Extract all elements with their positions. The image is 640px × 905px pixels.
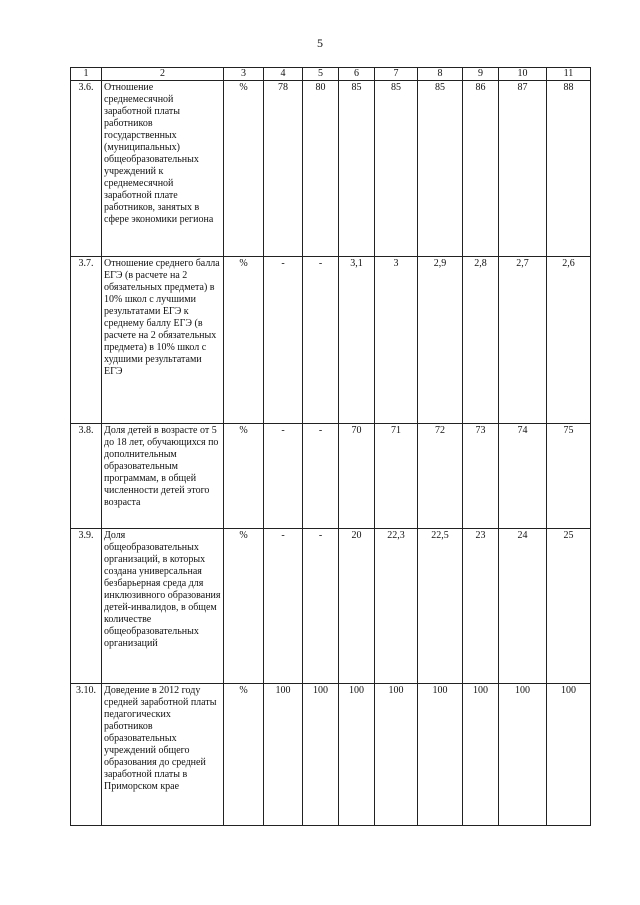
value-cell: 74 [499,424,547,529]
unit-cell: % [224,81,264,257]
indicators-table [70,67,591,826]
value-cell: 87 [499,81,547,257]
value-cell: 75 [547,424,591,529]
value-cell: 23 [463,529,499,684]
header-cell: 11 [547,68,591,81]
value-cell: 100 [375,684,418,826]
value-cell: 72 [418,424,463,529]
header-cell: 8 [418,68,463,81]
table-row [71,529,591,684]
value-cell: 2,7 [499,257,547,424]
value-cell: 78 [264,81,303,257]
table-row [71,257,591,424]
value-cell: - [303,424,339,529]
value-cell: 100 [463,684,499,826]
header-cell: 9 [463,68,499,81]
value-cell: - [264,257,303,424]
unit-cell: % [224,684,264,826]
page-number: 5 [317,36,323,50]
unit-cell: % [224,529,264,684]
header-cell: 3 [224,68,264,81]
value-cell: 100 [499,684,547,826]
value-cell: 22,5 [418,529,463,684]
table-header-row [71,68,591,81]
value-cell: - [264,424,303,529]
value-cell: 85 [375,81,418,257]
table-row [71,81,591,257]
row-number: 3.9. [71,529,102,684]
value-cell: 24 [499,529,547,684]
value-cell: 100 [303,684,339,826]
header-cell: 1 [71,68,102,81]
table-row [71,684,591,826]
row-number: 3.6. [71,81,102,257]
value-cell: 70 [339,424,375,529]
indicator-name: Доля общеобразовательных организаций, в которых создана универсальная безбарьерная среда для инклюзивного образования детей-инвалидов, в общем количестве общеобразовательных организаций [102,529,224,684]
header-cell: 5 [303,68,339,81]
value-cell: 100 [547,684,591,826]
value-cell: - [303,529,339,684]
value-cell: 86 [463,81,499,257]
value-cell: 100 [339,684,375,826]
value-cell: 2,9 [418,257,463,424]
header-cell: 10 [499,68,547,81]
unit-cell: % [224,424,264,529]
table-row [71,424,591,529]
row-number: 3.10. [71,684,102,826]
value-cell: - [303,257,339,424]
header-cell: 6 [339,68,375,81]
value-cell: 3,1 [339,257,375,424]
row-number: 3.8. [71,424,102,529]
value-cell: 88 [547,81,591,257]
value-cell: 71 [375,424,418,529]
value-cell: 80 [303,81,339,257]
indicator-name: Доля детей в возрасте от 5 до 18 лет, обучающихся по дополнительным образовательным программам, в общей численности детей этого возраста [102,424,224,529]
indicator-name: Доведение в 2012 году средней заработной платы педагогических работников образовательных учреждений общего образования до средней заработной платы в Приморском крае [102,684,224,826]
unit-cell: % [224,257,264,424]
value-cell: 20 [339,529,375,684]
header-cell: 4 [264,68,303,81]
value-cell: 3 [375,257,418,424]
indicator-name: Отношение среднего балла ЕГЭ (в расчете на 2 обязательных предмета) в 10% школ с лучшими результатами ЕГЭ к среднему баллу ЕГЭ (в расчете на 2 обязательных предмета) в 10% школ с худшими результатами ЕГЭ [102,257,224,424]
value-cell: 85 [418,81,463,257]
value-cell: 2,8 [463,257,499,424]
value-cell: 25 [547,529,591,684]
indicator-name: Отношение среднемесячной заработной платы работников государственных (муниципальных) общеобразовательных учреждений к среднемесячной заработной плате работников, занятых в сфере экономики региона [102,81,224,257]
header-cell: 2 [102,68,224,81]
header-cell: 7 [375,68,418,81]
value-cell: 85 [339,81,375,257]
value-cell: - [264,529,303,684]
value-cell: 100 [264,684,303,826]
row-number: 3.7. [71,257,102,424]
value-cell: 2,6 [547,257,591,424]
value-cell: 73 [463,424,499,529]
value-cell: 22,3 [375,529,418,684]
value-cell: 100 [418,684,463,826]
